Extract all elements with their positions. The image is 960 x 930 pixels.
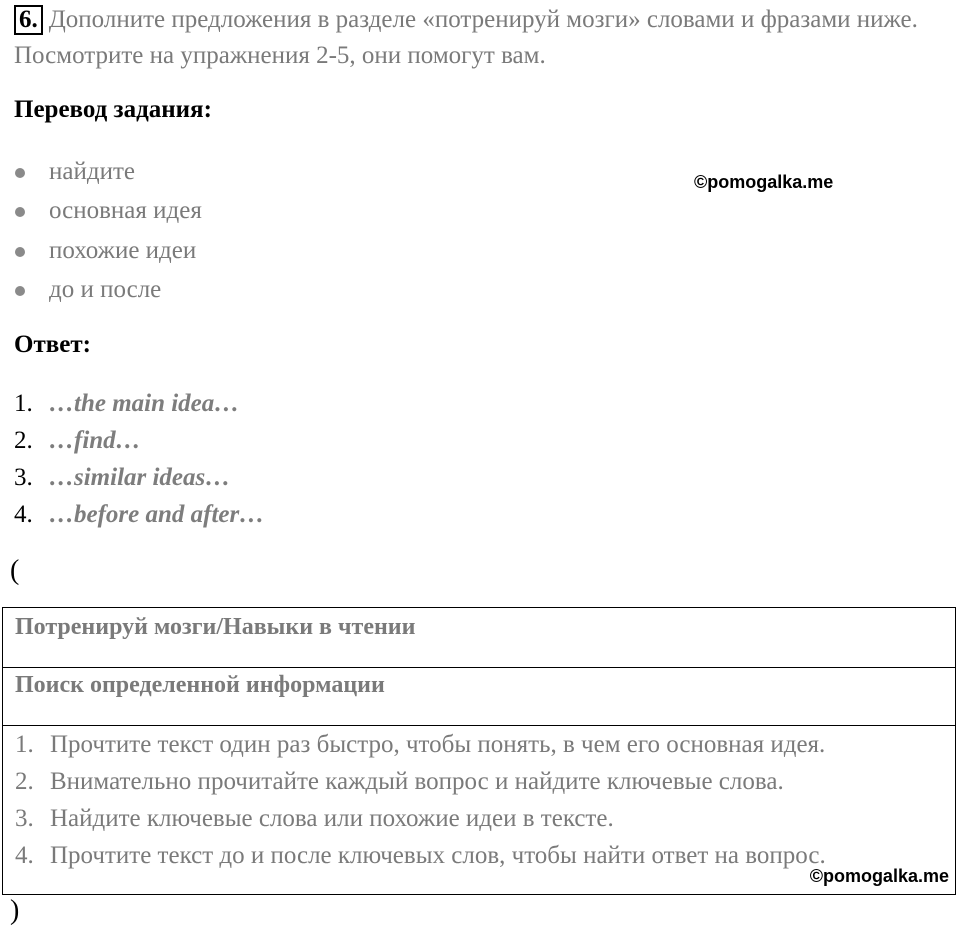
answer-list — [14, 387, 264, 535]
answer-item: 2. …find… — [14, 427, 141, 454]
bullet-item: основная идея — [14, 193, 202, 232]
table-subtitle: Поиск определенной информации — [15, 672, 385, 698]
watermark: ©pomogalka.me — [694, 172, 834, 192]
translation-heading: Перевод задания: — [14, 96, 212, 123]
answer-item: 4. …before and after… — [14, 501, 265, 528]
table-row — [3, 608, 955, 668]
bullet-item: найдите — [14, 154, 202, 193]
table-watermark: ©pomogalka.me — [809, 866, 949, 886]
task-statement — [14, 2, 944, 74]
task-number: 6. — [14, 5, 43, 35]
answer-item: 3. …similar ideas… — [14, 464, 231, 491]
table-row — [3, 667, 955, 726]
table-item: 4. Прочтите текст до и после ключевых слов, чтобы найти ответ на вопрос. — [15, 842, 826, 869]
open-parenthesis: ( — [10, 555, 20, 586]
bullet-item: до и после — [14, 272, 202, 311]
table-item-list — [15, 728, 826, 876]
answer-item: 1. …the main idea… — [14, 390, 240, 417]
bullet-list — [14, 154, 202, 311]
close-parenthesis: ) — [10, 895, 20, 926]
reading-skills-table — [2, 607, 956, 895]
table-item: 3. Найдите ключевые слова или похожие идеи в тексте. — [15, 805, 614, 832]
table-item: 2. Внимательно прочитайте каждый вопрос и найдите ключевые слова. — [15, 768, 784, 795]
table-item: 1. Прочтите текст один раз быстро, чтобы понять, в чем его основная идея. — [15, 731, 826, 758]
bullet-item: похожие идеи — [14, 233, 202, 272]
table-title: Потренируй мозги/Навыки в чтении — [15, 614, 416, 640]
task-text: Дополните предложения в разделе «потренируй мозги» словами и фразами ниже. Посмотрите на упражнения 2-5, они помогут вам. — [14, 6, 918, 69]
answer-heading: Ответ: — [14, 331, 91, 358]
